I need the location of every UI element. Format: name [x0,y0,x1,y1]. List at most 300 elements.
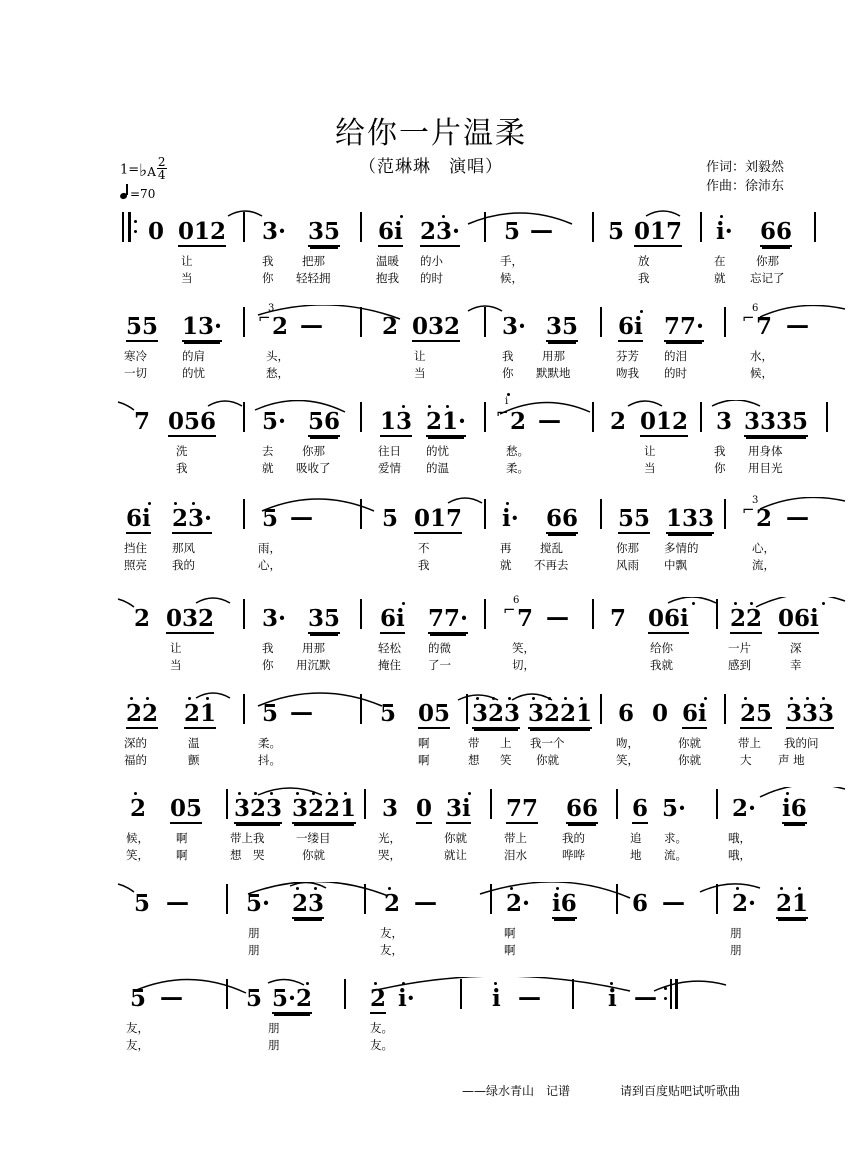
note: 7 [134,408,151,435]
lyric-syllable: 照亮 [124,558,147,572]
transcriber-credit: ——绿水青山 记谱 [462,1084,571,1098]
repeat-dot [664,997,667,1000]
time-signature-denominator: 4 [157,168,166,182]
time-signature [157,157,167,181]
note-group: 56 [308,408,341,435]
lyric-syllable: 求。 [664,831,687,845]
octave-dot-high [822,602,825,605]
barline [364,884,366,914]
tempo-value: =70 [130,187,156,201]
notation-row [0,692,862,738]
lyric-syllable: 你就 [678,736,701,750]
lyrics-row [0,831,862,875]
lyric-syllable: 再 [500,541,512,555]
note-group: 35 [546,313,579,340]
grace-note: ⌐ [496,404,509,422]
note-group: 133 [666,505,715,532]
lyric-syllable: 笑 [500,753,512,767]
barline [592,212,594,242]
music-line-8 [0,882,862,978]
note-group: 6i [618,313,643,340]
grace-note: ⌐ [742,309,755,327]
lyric-syllable: 让 [644,444,656,458]
note-group: 6i [378,218,403,245]
lyric-syllable: 笑， [616,753,639,767]
notation-row [0,597,862,643]
lyric-syllable: 一切 [124,366,147,380]
lyric-syllable: 福的 [124,753,147,767]
barline [724,694,726,724]
lyric-syllable: 哦， [728,831,751,845]
lyric-syllable: 用那 [542,349,565,363]
repeat-dot [134,220,137,223]
note-group: 6i [380,605,405,632]
music-line-4 [0,497,862,593]
note-group: 032 [412,313,461,340]
note-group: 55 [618,505,651,532]
lyrics-row [0,349,862,393]
barline [700,402,702,432]
lyrics-row [0,254,862,298]
note-group: 13 [380,408,413,435]
lyric-syllable: 挡住 [124,541,147,555]
barline [484,307,486,337]
repeat-open-bar-thick [128,212,131,242]
lyric-syllable: 让 [170,641,182,655]
lyric-syllable: 的忧 [426,444,449,458]
lyric-syllable: 幸 [790,658,802,672]
lyric-syllable: 你就 [302,848,325,862]
barline [724,307,726,337]
lyric-syllable: 的微 [428,641,451,655]
note-group: 06i [778,605,819,632]
lyric-syllable: 友。 [370,1021,393,1035]
performer-subtitle: （范琳琳 演唱） [359,157,503,177]
lyric-syllable: 一片 [728,641,751,655]
sustain-dash: — [160,985,183,1011]
lyric-syllable: 我 [638,271,650,285]
lyric-syllable: 多情的 [664,541,699,555]
lyric-syllable: 我 [418,558,430,572]
barline [364,789,366,819]
page-title: 给你一片温柔 [335,116,527,151]
lyricist-credit: 作词：刘毅然 [705,160,784,175]
note-group: 66 [566,795,599,822]
barline [243,307,245,337]
lyric-syllable: 就 [262,461,274,475]
note: i [608,985,617,1012]
lyric-syllable: 你就 [444,831,467,845]
note: 2· [732,795,757,822]
grace-marking: 6 [513,595,520,606]
note-group: 13· [182,313,223,340]
barline [360,402,362,432]
lyric-syllable: 流， [752,558,775,572]
sustain-dash: — [530,218,553,244]
note: 2 [384,890,401,917]
barline [592,402,594,432]
note-group: 25 [740,700,773,727]
barline [490,789,492,819]
lyric-syllable: 切， [512,658,535,672]
lyric-syllable: 心， [752,541,775,555]
key-letter: A [147,164,156,179]
lyric-syllable: 吻我 [616,366,639,380]
lyric-syllable: 心， [258,558,281,572]
barline [814,212,816,242]
lyric-syllable: 默默地 [536,366,571,380]
composer-credit: 作曲：徐沛东 [705,179,784,194]
lyric-syllable: 就让 [444,848,467,862]
credits [706,158,784,196]
repeat-dot [664,987,667,990]
barline [484,599,486,629]
lyric-syllable: 洗 [176,444,188,458]
lyric-syllable: 去 [262,444,274,458]
note: 0 [148,218,165,245]
lyric-syllable: 中飘 [664,558,687,572]
lyric-syllable: 我 [176,461,188,475]
lyric-syllable: 带上 [738,736,761,750]
lyric-syllable: 深的 [124,736,147,750]
lyric-syllable: 候， [126,831,149,845]
note: 2 [382,313,399,340]
lyric-syllable: 我的问 [784,736,819,750]
lyric-syllable: 温暖 [376,254,399,268]
repeat-open-bar [122,212,124,242]
lyric-syllable: 不 [418,541,430,555]
note-group: 017 [414,505,463,532]
lyric-syllable: 友， [126,1038,149,1052]
note-group: 21 [184,700,217,727]
sustain-dash: — [634,985,657,1011]
lyric-syllable: 朋 [730,943,742,957]
note-group: 3221 [292,795,357,822]
barline [243,499,245,529]
lyric-syllable: 当 [644,461,656,475]
lyric-syllable: 吻， [616,736,639,750]
barline [344,979,346,1009]
lyric-syllable: 啊 [418,736,430,750]
lyric-syllable: 的肩 [182,349,205,363]
barline [460,979,462,1009]
lyric-syllable: 用那 [302,641,325,655]
notation-row [0,977,862,1023]
music-line-7 [0,787,862,883]
lyric-syllable: 友， [380,943,403,957]
barline [226,884,228,914]
note: 5 [504,218,521,245]
note: 5· [662,795,687,822]
lyric-syllable: 哗哗 [562,848,585,862]
lyric-syllable: 我的 [562,831,585,845]
lyric-syllable: 你 [262,658,274,672]
lyric-syllable: 想 [468,753,480,767]
note-group: 06i [648,605,689,632]
barline [360,307,362,337]
lyric-syllable: 用目光 [748,461,783,475]
note-group: 77· [428,605,469,632]
music-line-3 [0,396,862,496]
grace-note: ⌐ [258,309,271,327]
lyric-syllable: 你那 [756,254,779,268]
sustain-dash: — [546,605,569,631]
lyric-syllable: 就 [500,558,512,572]
lyric-syllable: 用沉默 [296,658,331,672]
lyric-syllable: 大 [740,753,752,767]
lyric-syllable: 温 [188,736,200,750]
note: 5 [134,890,151,917]
lyric-syllable: 忘记了 [750,271,785,285]
barline [484,499,486,529]
note-group: 66 [546,505,579,532]
lyric-syllable: 我 [262,254,274,268]
lyric-syllable: 当 [181,271,193,285]
lyric-syllable: 我 [714,444,726,458]
note-group: 2 [370,985,387,1012]
barline [724,499,726,529]
note: 5 [382,505,399,532]
note: 2· [506,890,531,917]
note-group: 23· [172,505,213,532]
lyric-syllable: 哦， [728,848,751,862]
notation-row [0,882,862,928]
grace-marking: 6 [752,303,759,314]
barline [600,499,602,529]
barline [484,402,486,432]
note-group: 22 [126,700,159,727]
barline [243,694,245,724]
notation-row [0,396,862,446]
note: 6 [632,890,649,917]
lyric-syllable: 在 [714,254,726,268]
barline [243,212,245,242]
grace-note: ⌐ [503,601,516,619]
note: 3 [716,408,733,435]
barline [616,884,618,914]
lyric-syllable: 雨， [258,541,281,555]
barline [226,979,228,1009]
note-group: 21· [426,408,467,435]
lyric-syllable: 的小 [420,254,443,268]
barline [716,789,718,819]
note-group: 77· [664,313,705,340]
quarter-note-icon [120,186,130,201]
lyric-syllable: 的忧 [182,366,205,380]
lyric-syllable: 水， [750,349,773,363]
music-line-5 [0,597,862,693]
note-group: i6 [782,795,807,822]
repeat-close-bar [670,979,672,1009]
note: 5 [262,700,279,727]
lyric-syllable: 抖。 [258,753,281,767]
lyric-syllable: 的温 [426,461,449,475]
note: 2· [732,890,757,917]
lyric-syllable: 吸收了 [296,461,331,475]
lyric-syllable: 了一 [428,658,451,672]
note: 2 [610,408,627,435]
notation-row [0,787,862,833]
lyric-syllable: 就 [714,271,726,285]
lyric-syllable: 搅乱 [540,541,563,555]
note-group: 333 [786,700,835,727]
footer-note: 请到百度贴吧试听歌曲 [620,1084,741,1098]
barline [360,599,362,629]
barline [466,694,468,724]
note: 5 [262,505,279,532]
lyrics-row [0,641,862,685]
note: 2 [134,605,151,632]
barline [592,599,594,629]
note-group: 22 [730,605,763,632]
lyric-syllable: 带上我 [230,831,265,845]
barline [360,694,362,724]
note-group: 77 [506,795,539,822]
note-group: 23 [292,890,325,917]
repeat-dot [134,230,137,233]
barline [600,307,602,337]
lyric-syllable: 的时 [420,271,443,285]
lyric-syllable: 抱我 [376,271,399,285]
tempo-marking [120,186,155,201]
sustain-dash: — [786,505,809,531]
note: 7 [517,605,534,632]
sustain-dash: — [300,313,323,339]
lyric-syllable: 的时 [664,366,687,380]
lyric-syllable: 轻轻拥 [296,271,331,285]
lyric-syllable: 我的 [172,558,195,572]
note: 6 [618,700,635,727]
note-group: 66 [760,218,793,245]
note-group: 3221 [528,700,593,727]
grace-marking: i [505,396,509,407]
lyric-syllable: 流。 [664,848,687,862]
music-line-9 [0,977,862,1073]
lyric-syllable: 朋 [730,926,742,940]
lyric-syllable: 给你 [650,641,673,655]
sustain-dash: — [786,313,809,339]
lyric-syllable: 我 [262,641,274,655]
note: 7 [610,605,627,632]
sustain-dash: — [518,985,541,1011]
sustain-dash: — [538,408,561,434]
lyric-syllable: 头， [266,349,289,363]
sustain-dash: — [662,890,685,916]
lyric-syllable: 啊 [504,943,516,957]
lyric-syllable: 一缕目 [296,831,331,845]
note: 2 [272,313,289,340]
lyric-syllable: 柔。 [506,461,529,475]
note: i· [502,505,519,532]
note: 2 [130,795,147,822]
lyric-syllable: 追 [630,831,642,845]
barline [716,599,718,629]
barline [243,599,245,629]
lyric-syllable: 朋 [268,1021,280,1035]
lyric-syllable: 把那 [302,254,325,268]
note-group: 55 [126,313,159,340]
lyric-syllable: 笑， [512,641,535,655]
lyric-syllable: 愁， [266,366,289,380]
note-group: 056 [168,408,217,435]
lyric-syllable: 那风 [172,541,195,555]
lyric-syllable: 颤 [188,753,200,767]
key-label: 1= [120,162,140,178]
lyric-syllable: 光， [378,831,401,845]
triplet-marking: 3 [752,495,759,506]
note-group: 3i [446,795,471,822]
lyric-syllable: 啊 [176,848,188,862]
lyric-syllable: 我一个 [530,736,565,750]
barline [243,402,245,432]
music-line-2 [0,305,862,401]
note-group: 012 [640,408,689,435]
note: 3 [382,795,399,822]
sustain-dash: — [414,890,437,916]
lyric-syllable: 友， [380,926,403,940]
barline [616,789,618,819]
note-group: 5·2 [272,985,313,1012]
note: 5 [246,985,263,1012]
music-line-6 [0,692,862,788]
note: 5 [380,700,397,727]
lyric-syllable: 上 [500,736,512,750]
lyric-syllable: 哭， [378,848,401,862]
lyric-syllable: 我就 [650,658,673,672]
lyrics-row [0,541,862,585]
note: i· [716,218,733,245]
lyric-syllable: 带 [468,736,480,750]
lyric-syllable: 泪水 [504,848,527,862]
note: 2 [510,408,527,435]
barline [716,884,718,914]
lyric-syllable: 候， [500,271,523,285]
barline [572,979,574,1009]
lyric-syllable: 候， [750,366,773,380]
lyric-syllable: 手， [500,254,523,268]
note: 3· [502,313,527,340]
note: i [492,985,501,1012]
lyric-syllable: 的泪 [664,349,687,363]
note-group: 23· [420,218,461,245]
octave-dot-high [692,602,695,605]
sustain-dash: — [290,700,313,726]
lyric-syllable: 你那 [302,444,325,458]
note: 7 [756,313,773,340]
note-group: 323 [472,700,521,727]
lyric-syllable: 感到 [728,658,751,672]
note-group: 032 [166,605,215,632]
note-group: 05 [418,700,451,727]
barline [600,694,602,724]
lyric-syllable: 你就 [536,753,559,767]
lyric-syllable: 啊 [504,926,516,940]
barline [226,789,228,819]
lyric-syllable: 放 [638,254,650,268]
lyric-syllable: 想 哭 [230,848,265,862]
note: 2 [756,505,773,532]
lyric-syllable: 友。 [370,1038,393,1052]
sustain-dash: — [290,505,313,531]
lyric-syllable: 轻松 [378,641,401,655]
note-group: 6 [632,795,649,822]
note: i· [398,985,415,1012]
note-group: 017 [634,218,683,245]
note: 5 [608,218,625,245]
lyric-syllable: 你就 [678,753,701,767]
lyric-syllable: 爱情 [378,461,401,475]
notation-row [0,497,862,543]
